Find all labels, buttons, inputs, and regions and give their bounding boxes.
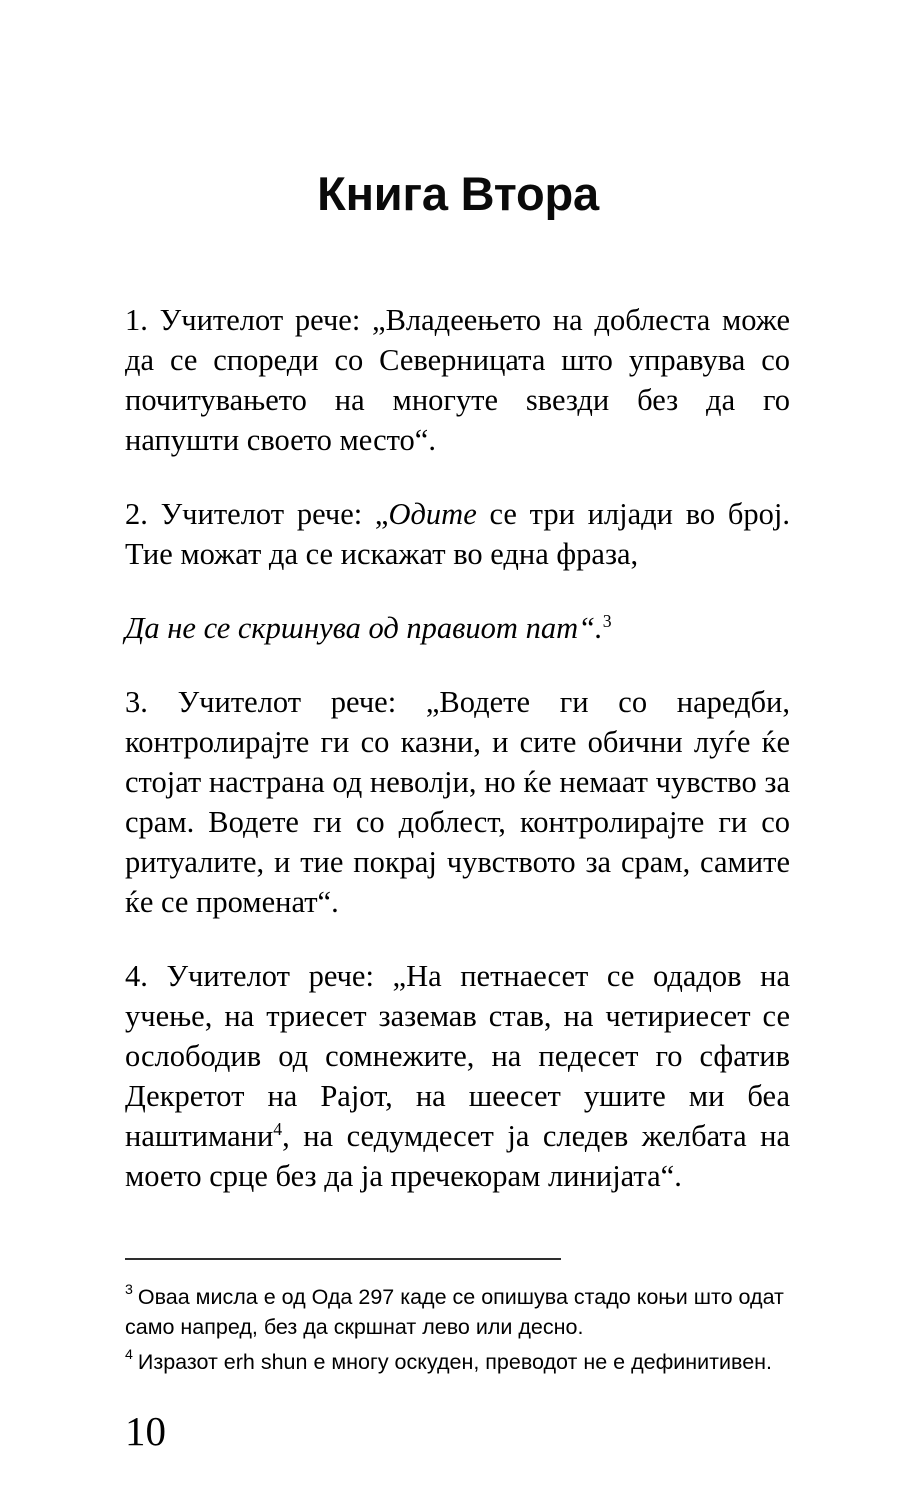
verse-4-part2: , на седумдесет ја следев желбата на моето срце без да ја пречекорам линијата“.: [125, 1119, 790, 1193]
quotation-text: Да не се скршнува од правиот пат: [125, 611, 579, 645]
verse-1: 1. Учителот рече: „Владеењето на доблеста може да се спореди со Северницата што управува со почитувањето на многуте ѕвезди без да го напушти своето место“.: [125, 303, 790, 457]
footnote-4: [125, 1347, 795, 1377]
footnote-ref-4[interactable]: 4: [273, 1119, 283, 1140]
verse-2-italic-title: Одите: [388, 497, 477, 531]
footnote-ref-3[interactable]: 3: [602, 611, 612, 632]
verse-quotation-line: [125, 608, 790, 648]
verse-4-part1: 4. Учителот рече: „На петнаесет се одадов на учење, на триесет заземав став, на четириесет се ослободив од сомнежите, на педесет го сфатив Декретот на Рајот, на шеесет ушите ми беа наштимани: [125, 959, 790, 1153]
page-title: Книга Втора: [317, 167, 599, 221]
footnote-4-marker: 4: [125, 1347, 133, 1364]
quotation-close-quote: “.: [578, 611, 603, 645]
verse-2: [125, 494, 790, 574]
verse-4: [125, 956, 790, 1196]
footnote-3: [125, 1282, 795, 1342]
verse-2-tail: се три илјади во број. Тие можат да се искажат во една фраза,: [125, 497, 790, 571]
verse-3: 3. Учителот рече: „Водете ги со наредби, контролирајте ги со казни, и сите обични луѓе ќе стојат настрана од неволји, но ќе немаат чувство за срам. Водете ги со доблест, контролирајте ги со ритуалите, и тие покрај чувството за срам, самите ќе се променат“.: [125, 685, 790, 919]
footnote-4-text: Изразот erh shun е многу оскуден, преводот не е дефинитивен.: [137, 1350, 772, 1374]
footnote-area: [125, 1258, 795, 1377]
footnote-separator-rule: [125, 1258, 561, 1260]
footnote-3-text: Оваа мисла е од Ода 297 каде се опишува стадо коњи што одат само напред, без да скршнат лево или десно.: [125, 1285, 784, 1339]
page-number: 10: [125, 1408, 166, 1454]
body-text-column: [125, 300, 790, 1196]
footnote-3-marker: 3: [125, 1282, 133, 1299]
verse-2-lead: 2. Учителот рече: „: [125, 497, 389, 531]
